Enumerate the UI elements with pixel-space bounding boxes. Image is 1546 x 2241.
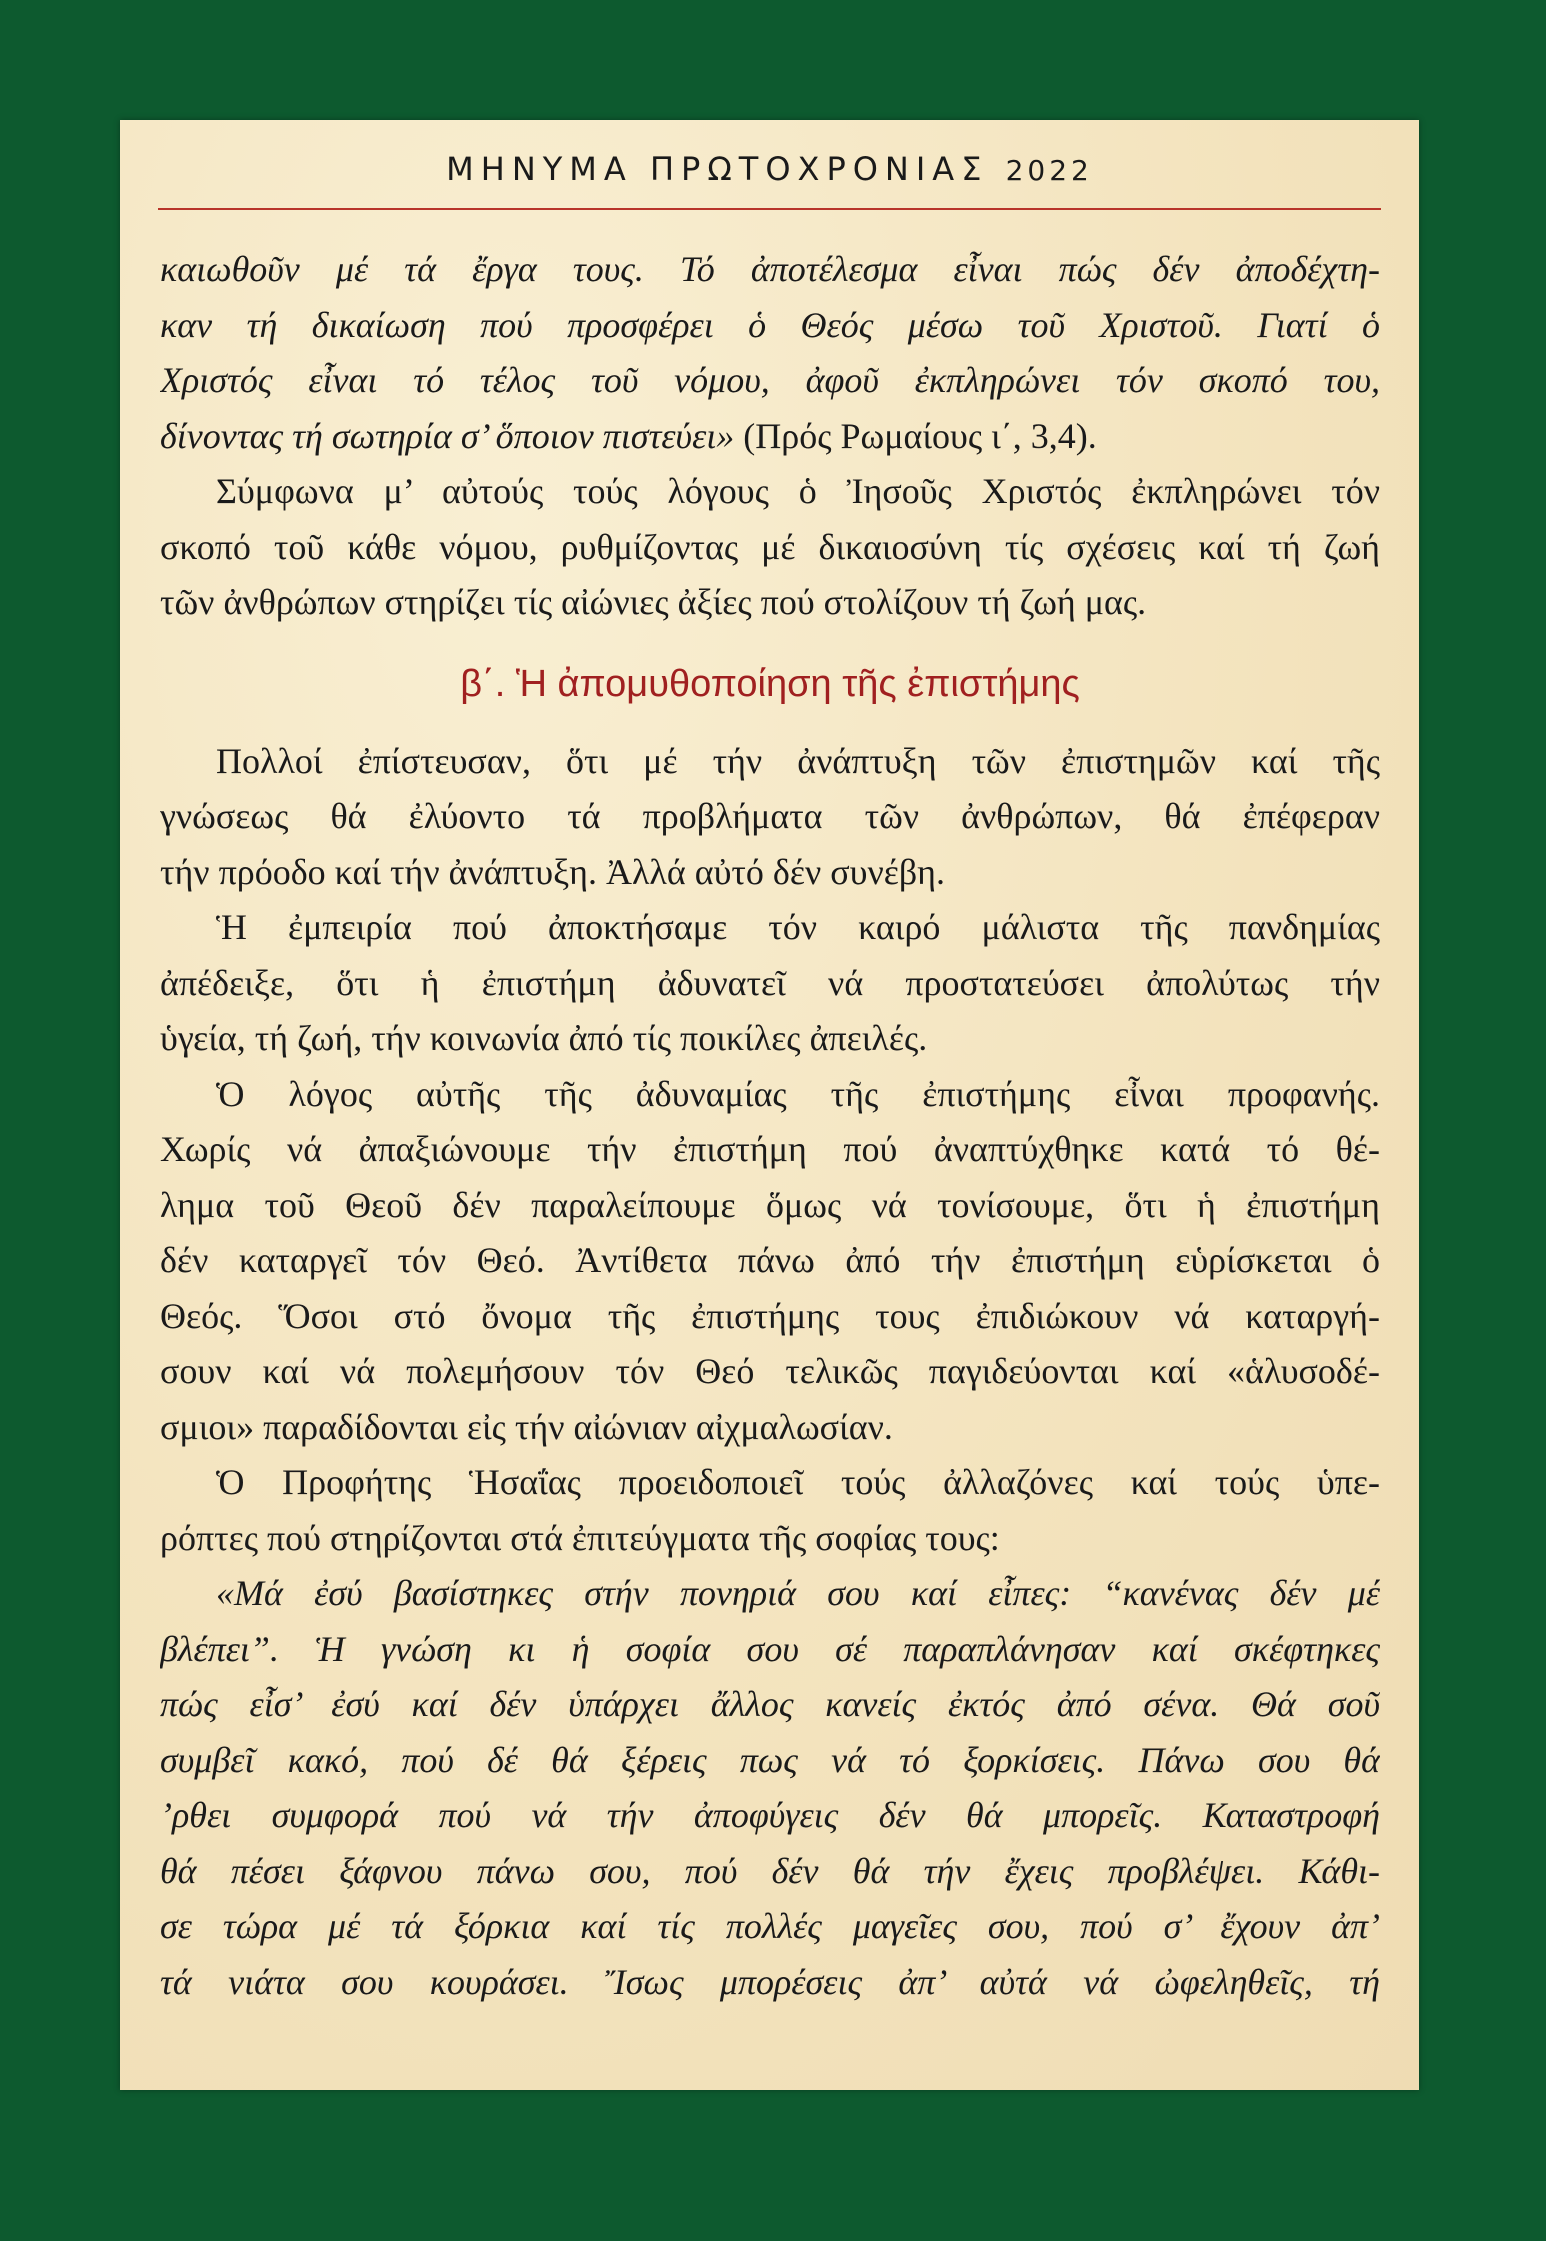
page [120, 120, 1419, 2090]
text-line: Σύμφωνα μ’ αὐτούς τούς λόγους ὁ Ἰησοῦς Χριστός ἐκπληρώνει τόν [216, 471, 1380, 511]
citation: (Πρός Ρωμαίους ι΄, 3,4). [734, 415, 1097, 456]
text-line: τά νιάτα σου κουράσει. Ἴσως μπορέσεις ἀπ’ αὐτά νά ὠφεληθεῖς, τή [160, 1961, 1380, 2002]
header-year: 2022 [1005, 154, 1093, 187]
text-line: «Μά ἐσύ βασίστηκες στήν πονηριά σου καί εἶπες: “κανένας δέν μέ [216, 1573, 1380, 1613]
text-line: ’ρθει συμφορά πού νά τήν ἀποφύγεις δέν θά μπορεῖς. Καταστροφή [160, 1795, 1380, 1835]
text-line: συμβεῖ κακό, πού δέ θά ξέρεις πως νά τό ξορκίσεις. Πάνω σου θά [160, 1739, 1380, 1780]
running-header [120, 150, 1419, 188]
text-line: τήν πρόοδο καί τήν ἀνάπτυξη. Ἀλλά αὐτό δέν συνέβη. [160, 851, 946, 892]
text-line: καιωθοῦν μέ τά ἔργα τους. Τό ἀποτέλεσμα εἶναι πώς δέν ἀποδέχτη- [160, 249, 1380, 289]
text-line: Χριστός εἶναι τό τέλος τοῦ νόμου, ἀφοῦ ἐκπληρώνει τόν σκοπό του, [160, 360, 1380, 400]
text-line: Ὁ λόγος αὐτῆς τῆς ἀδυναμίας τῆς ἐπιστήμης εἶναι προφανής. [216, 1073, 1380, 1114]
text-line: καν τή δικαίωση πού προσφέρει ὁ Θεός μέσω τοῦ Χριστοῦ. Γιατί ὁ [160, 304, 1380, 345]
quote-end: δίνοντας τή σωτηρία σ’ ὅποιον πιστεύει» [160, 415, 735, 456]
text-line: γνώσεως θά ἐλύοντο τά προβλήματα τῶν ἀνθρώπων, θά ἐπέφεραν [160, 796, 1380, 836]
text-line: σουν καί νά πολεμήσουν τόν Θεό τελικῶς παγιδεύονται καί «ἁλυσοδέ- [160, 1351, 1380, 1391]
text-line: πώς εἶσ’ ἐσύ καί δέν ὑπάρχει ἄλλος κανείς ἐκτός ἀπό σένα. Θά σοῦ [160, 1684, 1380, 1724]
text-line: βλέπει”. Ἡ γνώση κι ἡ σοφία σου σέ παραπλάνησαν καί σκέφτηκες [160, 1628, 1380, 1669]
text-line: λημα τοῦ Θεοῦ δέν παραλείπουμε ὅμως νά τονίσουμε, ὅτι ἡ ἐπιστήμη [160, 1184, 1380, 1225]
text-line: τῶν ἀνθρώπων στηρίζει τίς αἰώνιες ἀξίες πού στολίζουν τή ζωή μας. [160, 582, 1147, 622]
body-text [160, 242, 1380, 2010]
text-line: Θεός. Ὅσοι στό ὄνομα τῆς ἐπιστήμης τους ἐπιδιώκουν νά καταργή- [160, 1295, 1380, 1336]
text-line: Πολλοί ἐπίστευσαν, ὅτι μέ τήν ἀνάπτυξη τῶν ἐπιστημῶν καί τῆς [216, 740, 1380, 781]
section-heading: β΄. Ἡ ἀπομυθοποίηση τῆς ἐπιστήμης [460, 662, 1080, 705]
text-line: ρόπτες πού στηρίζονται στά ἐπιτεύγματα τῆς σοφίας τους: [160, 1517, 1000, 1558]
text-line: Ὁ Προφήτης Ἡσαΐας προειδοποιεῖ τούς ἀλλαζόνες καί τούς ὑπε- [216, 1462, 1380, 1502]
text-line: ἀπέδειξε, ὅτι ἡ ἐπιστήμη ἀδυνατεῖ νά προστατεύσει ἀπολύτως τήν [160, 962, 1380, 1003]
text-line: θά πέσει ξάφνου πάνω σου, πού δέν θά τήν ἔχεις προβλέψει. Κάθι- [160, 1850, 1380, 1891]
header-rule [158, 208, 1381, 210]
header-title: ΜΗΝΥΜΑ ΠΡΩΤΟΧΡΟΝΙΑΣ [446, 150, 989, 188]
text-line: σε τώρα μέ τά ξόρκια καί τίς πολλές μαγεῖες σου, πού σ’ ἔχουν ἀπ’ [160, 1906, 1380, 1946]
text-line: Ἡ ἐμπειρία πού ἀποκτήσαμε τόν καιρό μάλιστα τῆς πανδημίας [216, 907, 1380, 947]
text-line [160, 409, 1380, 465]
text-line: σκοπό τοῦ κάθε νόμου, ρυθμίζοντας μέ δικαιοσύνη τίς σχέσεις καί τή ζωή [160, 526, 1380, 567]
text-line: δέν καταργεῖ τόν Θεό. Ἀντίθετα πάνω ἀπό τήν ἐπιστήμη εὑρίσκεται ὁ [160, 1240, 1380, 1280]
text-line: ὑγεία, τή ζωή, τήν κοινωνία ἀπό τίς ποικίλες ἀπειλές. [160, 1018, 928, 1058]
text-line: σμιοι» παραδίδονται εἰς τήν αἰώνιαν αἰχμαλωσίαν. [160, 1406, 893, 1447]
text-line: Χωρίς νά ἀπαξιώνουμε τήν ἐπιστήμη πού ἀναπτύχθηκε κατά τό θέ- [160, 1129, 1380, 1169]
